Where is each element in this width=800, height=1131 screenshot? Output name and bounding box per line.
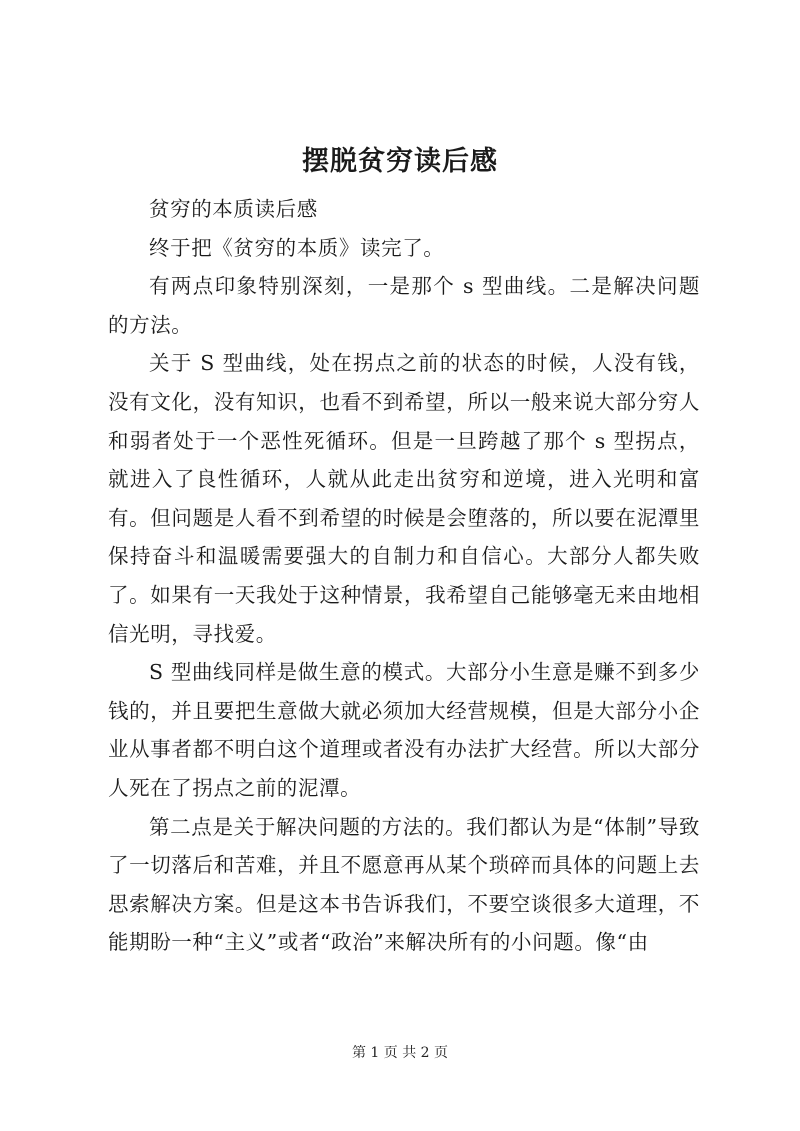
paragraph-subtitle: 贫穷的本质读后感 <box>149 197 318 221</box>
paragraph-two-points: 有两点印象特别深刻，一是那个 s 型曲线。二是解决问题的方法。 <box>108 274 700 337</box>
paragraph-intro: 终于把《贫穷的本质》读完了。 <box>149 235 445 260</box>
document-title: 摆脱贫穷读后感 <box>302 146 498 177</box>
page-footer <box>0 1043 800 1063</box>
paragraph-problem-solving: 第二点是关于解决问题的方法的。我们都认为是“体制”导致了一切落后和苦难，并且不愿意再从某个琐碎而具体的问题上去思索解决方案。但是这本书告诉我们，不要空谈很多大道理，不能期盼一种“主义”或者“政治”来解决所有的小问题。像“由 <box>108 814 700 955</box>
document-body <box>108 190 700 962</box>
paragraph-business: S 型曲线同样是做生意的模式。大部分小生意是赚不到多少钱的，并且要把生意做大就必须加大经营规模，但是大部分小企业从事者都不明白这个道理或者没有办法扩大经营。所以大部分人死在了拐点之前的泥潭。 <box>108 660 700 800</box>
page-number-label: 第 1 页 共 2 页 <box>351 1045 449 1061</box>
paragraph-s-curve: 关于 S 型曲线，处在拐点之前的状态的时候，人没有钱，没有文化，没有知识，也看不到希望，所以一般来说大部分穷人和弱者处于一个恶性死循环。但是一旦跨越了那个 s 型拐点，就进入了良性循环，人就从此走出贫穷和逆境，进入光明和富有。但问题是人看不到希望的时候是会堕落的，所以要在泥潭里保持奋斗和温暖需要强大的自制力和自信心。大部分人都失败了。如果有一天我处于这种情景，我希望自己能够毫无来由地相信光明，寻找爱。 <box>108 351 700 646</box>
